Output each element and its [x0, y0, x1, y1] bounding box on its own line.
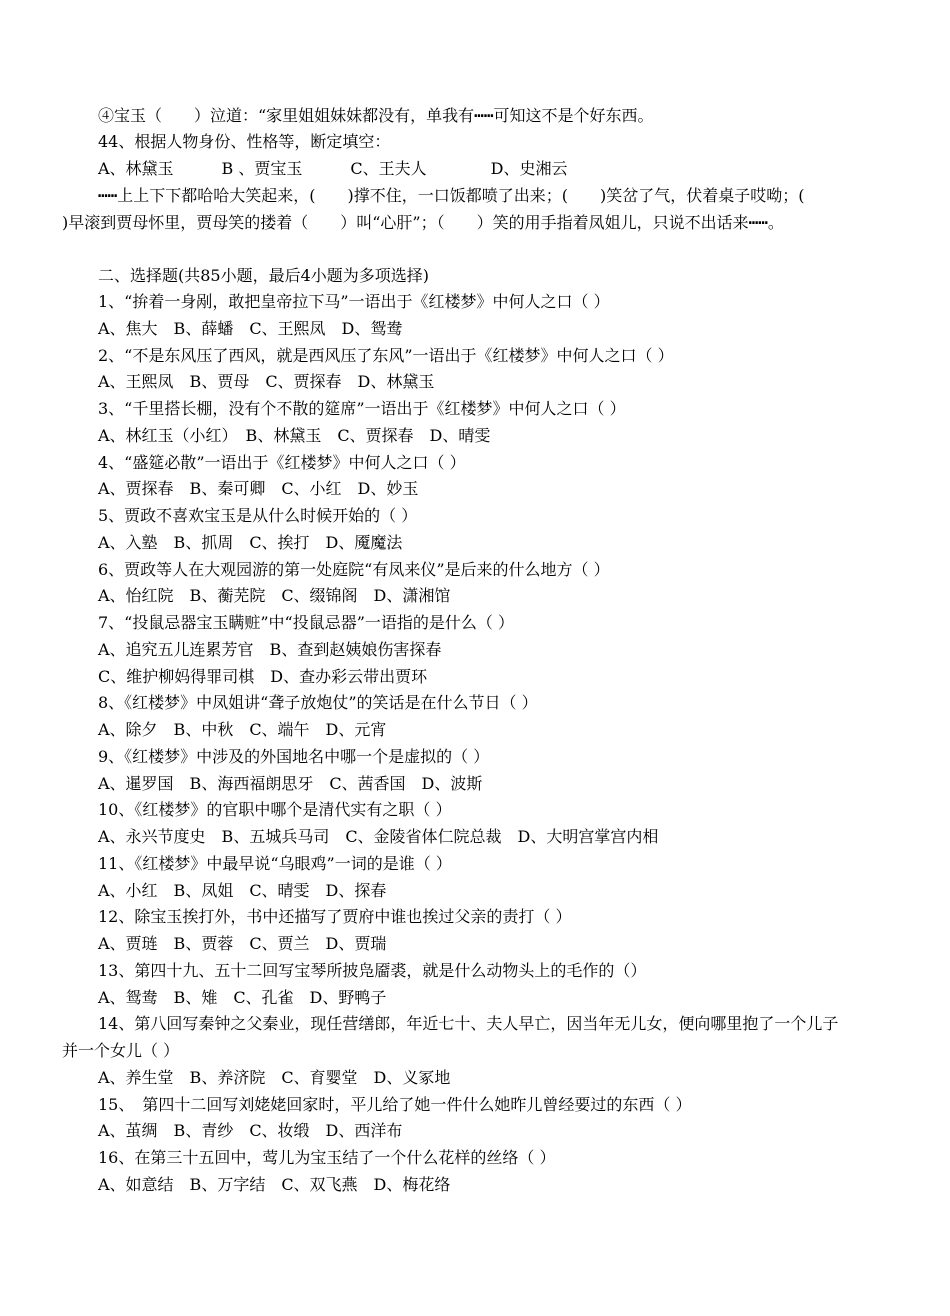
options-15: A、茧绸 B、青纱 C、妆缎 D、西洋布: [98, 1121, 403, 1140]
question-6: 6、贾政等人在大观园游的第一处庭院“有凤来仪”是后来的什么地方（ ）: [98, 560, 610, 579]
options-14: A、养生堂 B、养济院 C、育婴堂 D、义冢地: [98, 1068, 451, 1087]
question-7: 7、“投鼠忌器宝玉瞒赃”中“投鼠忌器”一语指的是什么（ ）: [98, 613, 514, 632]
fill-in-passage-cont: )早滚到贾母怀里，贾母笑的搂着（ ）叫“心肝”；（ ）笑的用手指着凤姐儿，只说不出话来┅┅。: [62, 213, 784, 232]
options-5: A、入塾 B、抓周 C、挨打 D、魇魔法: [98, 533, 403, 552]
options-1: A、焦大 B、薛蟠 C、王熙凤 D、鸳鸯: [98, 319, 403, 338]
options-7a: A、追究五儿连累芳官 B、查到赵姨娘伤害探春: [98, 640, 442, 659]
options-16: A、如意结 B、万字结 C、双飞燕 D、梅花络: [98, 1175, 451, 1194]
section-heading: 二、选择题(共85小题，最后4小题为多项选择): [98, 266, 430, 285]
question-5: 5、贾政不喜欢宝玉是从什么时候开始的（ ）: [98, 506, 418, 525]
options-9: A、暹罗国 B、海西福朗思牙 C、茜香国 D、波斯: [98, 774, 483, 793]
fill-in-passage: ┅┅上上下下都哈哈大笑起来，( )撑不住，一口饭都喷了出来；( )笑岔了气，伏着桌子哎呦；(: [98, 186, 805, 205]
question-12: 12、除宝玉挨打外，书中还描写了贾府中谁也挨过父亲的责打（ ）: [98, 907, 572, 926]
options-11: A、小红 B、凤姐 C、晴雯 D、探春: [98, 881, 387, 900]
question-9: 9、《红楼梦》中涉及的外国地名中哪一个是虚拟的（ ）: [98, 747, 490, 766]
options-2: A、王熙凤 B、贾母 C、贾探春 D、林黛玉: [98, 372, 435, 391]
options-13: A、鸳鸯 B、雉 C、孔雀 D、野鸭子: [98, 988, 387, 1007]
question-14: 14、第八回写秦钟之父秦业，现任营缮郎，年近七十、夫人早亡，因当年无儿女，便向哪里抱了一个儿子: [98, 1014, 839, 1033]
options-6: A、怡红院 B、蘅芜院 C、缀锦阁 D、潇湘馆: [98, 586, 451, 605]
options-44: A、林黛玉 B 、贾宝玉 C、王夫人 D、史湘云: [98, 159, 568, 178]
question-14-cont: 并一个女儿（ ）: [62, 1041, 180, 1060]
question-15: 15、 第四十二回写刘姥姥回家时，平儿给了她一件什么她昨儿曾经要过的东西（ ）: [98, 1095, 692, 1114]
options-3: A、林红玉（小红） B、林黛玉 C、贾探春 D、晴雯: [98, 426, 491, 445]
question-1: 1、“拚着一身剐，敢把皇帝拉下马”一语出于《红楼梦》中何人之口（ ）: [98, 292, 610, 311]
options-8: A、除夕 B、中秋 C、端午 D、元宵: [98, 720, 387, 739]
options-10: A、永兴节度史 B、五城兵马司 C、金陵省体仁院总裁 D、大明宫掌宫内相: [98, 827, 659, 846]
question-16: 16、在第三十五回中，莺儿为宝玉结了一个什么花样的丝络（ ）: [98, 1148, 556, 1167]
question-13: 13、第四十九、五十二回写宝琴所披凫靥裘，就是什么动物头上的毛作的（）: [98, 961, 647, 980]
question-4: 4、“盛筵必散”一语出于《红楼梦》中何人之口（ ）: [98, 453, 466, 472]
question-44: 44、根据人物身份、性格等，断定填空：: [98, 132, 391, 151]
question-8: 8、《红楼梦》中凤姐讲“聋子放炮仗”的笑话是在什么节日（ ）: [98, 693, 538, 712]
options-7b: C、维护柳妈得罪司棋 D、查办彩云带出贾环: [98, 667, 428, 686]
question-11: 11、《红楼梦》中最早说“乌眼鸡”一词的是谁（ ）: [98, 854, 452, 873]
question-2: 2、“不是东风压了西风，就是西风压了东风”一语出于《红楼梦》中何人之口（ ）: [98, 346, 674, 365]
question-3: 3、“千里搭长棚，没有个不散的筵席”一语出于《红楼梦》中何人之口（ ）: [98, 399, 626, 418]
options-12: A、贾琏 B、贾蓉 C、贾兰 D、贾瑞: [98, 934, 387, 953]
question-10: 10、《红楼梦》的官职中哪个是清代实有之职（ ）: [98, 800, 452, 819]
options-4: A、贾探春 B、秦可卿 C、小红 D、妙玉: [98, 479, 419, 498]
text-line: ④宝玉（ ）泣道：“家里姐姐妹妹都没有，单我有┅┅可知这不是个好东西。: [98, 106, 654, 125]
